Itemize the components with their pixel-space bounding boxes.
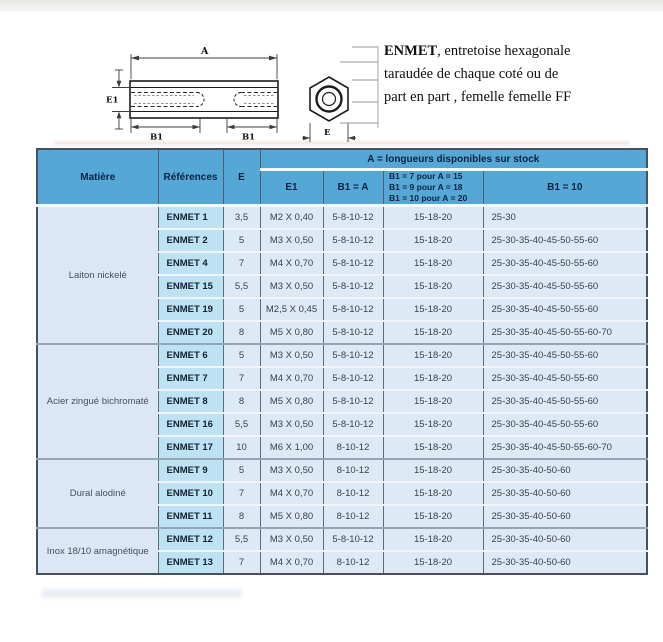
reference-cell: ENMET 2 [158, 229, 223, 252]
b1-eq-a-cell: 8-10-12 [323, 436, 383, 459]
reference-cell: ENMET 12 [158, 528, 223, 551]
b1-eq-a-cell: 5-8-10-12 [323, 390, 383, 413]
b1-eq-10-cell: 25-30-35-40-45-50-55-60 [483, 367, 647, 390]
b1-eq-a-cell: 8-10-12 [323, 551, 383, 574]
b1-eq-10-cell: 25-30-35-40-45-50-55-60 [483, 413, 647, 436]
b1-eq-10-cell: 25-30-35-40-50-60 [483, 482, 647, 505]
b1-rule-cell: 15-18-20 [383, 206, 483, 230]
e1-cell: M3 X 0,50 [260, 344, 323, 367]
e1-cell: M3 X 0,50 [260, 528, 323, 551]
b1-rule: B1 = 9 pour A = 18 [389, 182, 463, 193]
reference-cell: ENMET 11 [158, 505, 223, 528]
b1-rule-cell: 15-18-20 [383, 252, 483, 275]
material-cell: Inox 18/10 amagnétique [37, 528, 158, 574]
e1-cell: M3 X 0,50 [260, 229, 323, 252]
e1-cell: M3 X 0,50 [260, 459, 323, 482]
e1-cell: M2 X 0,40 [260, 206, 323, 230]
b1-rule: B1 = 7 pour A = 15 [389, 171, 463, 181]
dim-label-e1: E1 [106, 95, 119, 106]
material-cell: Laiton nickelé [37, 206, 158, 345]
b1-rule-cell: 15-18-20 [383, 344, 483, 367]
e1-cell: M3 X 0,50 [260, 413, 323, 436]
b1-eq-10-cell: 25-30 [483, 206, 647, 230]
e1-cell: M2,5 X 0,45 [260, 298, 323, 321]
reference-cell: ENMET 7 [158, 367, 223, 390]
e-cell: 7 [223, 482, 260, 505]
b1-eq-a-cell: 8-10-12 [323, 482, 383, 505]
b1-rule-cell: 15-18-20 [383, 367, 483, 390]
col-header-b1-eq-a: B1 = A [323, 170, 383, 206]
b1-eq-a-cell: 8-10-12 [323, 505, 383, 528]
end-view [310, 77, 348, 121]
reference-cell: ENMET 15 [158, 275, 223, 298]
b1-eq-a-cell: 8-10-12 [323, 459, 383, 482]
reference-cell: ENMET 20 [158, 321, 223, 344]
e1-cell: M4 X 0,70 [260, 551, 323, 574]
b1-rule-cell: 15-18-20 [383, 528, 483, 551]
b1-rule-cell: 15-18-20 [383, 298, 483, 321]
b1-eq-a-cell: 5-8-10-12 [323, 275, 383, 298]
b1-rule-cell: 15-18-20 [383, 390, 483, 413]
b1-rule-cell: 15-18-20 [383, 321, 483, 344]
e-cell: 5 [223, 344, 260, 367]
e-cell: 7 [223, 551, 260, 574]
b1-eq-a-cell: 5-8-10-12 [323, 229, 383, 252]
e-cell: 3,5 [223, 206, 260, 230]
e1-cell: M4 X 0,70 [260, 367, 323, 390]
reference-cell: ENMET 9 [158, 459, 223, 482]
b1-eq-10-cell: 25-30-35-40-45-50-55-60 [483, 344, 647, 367]
b1-rule-cell: 15-18-20 [383, 275, 483, 298]
e-cell: 8 [223, 321, 260, 344]
e-cell: 5 [223, 459, 260, 482]
reference-cell: ENMET 16 [158, 413, 223, 436]
b1-rule-cell: 15-18-20 [383, 482, 483, 505]
table-row [37, 459, 647, 482]
e-cell: 7 [223, 367, 260, 390]
b1-rule-cell: 15-18-20 [383, 551, 483, 574]
b1-eq-10-cell: 25-30-35-40-45-50-55-60 [483, 252, 647, 275]
e-cell: 8 [223, 505, 260, 528]
reference-cell: ENMET 17 [158, 436, 223, 459]
e-cell: 5 [223, 298, 260, 321]
b1-eq-a-cell: 5-8-10-12 [323, 298, 383, 321]
reference-cell: ENMET 19 [158, 298, 223, 321]
description-line: taraudée de chaque coté ou de [384, 66, 559, 82]
e-cell: 5,5 [223, 275, 260, 298]
reference-cell: ENMET 8 [158, 390, 223, 413]
b1-eq-a-cell: 5-8-10-12 [323, 413, 383, 436]
dimension-a [131, 54, 277, 79]
material-cell: Acier zingué bichromaté [37, 344, 158, 459]
b1-rule-cell: 15-18-20 [383, 505, 483, 528]
side-view [130, 81, 278, 118]
reference-cell: ENMET 6 [158, 344, 223, 367]
b1-rule-cell: 15-18-20 [383, 229, 483, 252]
b1-eq-a-cell: 5-8-10-12 [323, 321, 383, 344]
b1-eq-10-cell: 25-30-35-40-45-50-55-60 [483, 390, 647, 413]
b1-eq-10-cell: 25-30-35-40-45-50-55-60-70 [483, 321, 647, 344]
description-line: ENMET, entretoise hexagonale [384, 43, 571, 59]
b1-eq-10-cell: 25-30-35-40-50-60 [483, 551, 647, 574]
b1-eq-10-cell: 25-30-35-40-45-50-55-60 [483, 298, 647, 321]
description-line: part en part , femelle femelle FF [384, 89, 572, 105]
b1-eq-10-cell: 25-30-35-40-50-60 [483, 528, 647, 551]
e1-cell: M5 X 0,80 [260, 390, 323, 413]
e1-cell: M6 X 1,00 [260, 436, 323, 459]
col-header-e: E [223, 149, 260, 206]
e1-cell: M5 X 0,80 [260, 505, 323, 528]
reference-cell: ENMET 4 [158, 252, 223, 275]
b1-eq-10-cell: 25-30-35-40-50-60 [483, 459, 647, 482]
e1-cell: M5 X 0,80 [260, 321, 323, 344]
b1-eq-10-cell: 25-30-35-40-45-50-55-60-70 [483, 436, 647, 459]
b1-eq-a-cell: 5-8-10-12 [323, 252, 383, 275]
table-row [37, 528, 647, 551]
reference-cell: ENMET 10 [158, 482, 223, 505]
e-cell: 5,5 [223, 528, 260, 551]
col-header-b1-rules [383, 170, 483, 206]
e-cell: 5 [223, 229, 260, 252]
e1-cell: M4 X 0,70 [260, 482, 323, 505]
e-cell: 10 [223, 436, 260, 459]
b1-eq-a-cell: 5-8-10-12 [323, 367, 383, 390]
e1-cell: M3 X 0,50 [260, 275, 323, 298]
e1-cell: M4 X 0,70 [260, 252, 323, 275]
b1-rule: B1 = 10 pour A = 20 [389, 193, 468, 204]
scan-artifact [42, 589, 242, 598]
col-header-references: Références [158, 149, 223, 206]
dim-label-b1-left: B1 [150, 132, 164, 143]
spacer-table [36, 148, 648, 575]
b1-eq-a-cell: 5-8-10-12 [323, 206, 383, 230]
dimension-b1 [131, 119, 277, 133]
reference-cell: ENMET 1 [158, 206, 223, 230]
table-body [37, 206, 647, 575]
col-header-matiere: Matière [37, 149, 158, 206]
spacer-table-wrapper [36, 148, 648, 575]
dim-label-e: E [324, 128, 331, 138]
stock-banner: A = longueurs disponibles sur stock [260, 149, 647, 170]
b1-rule-cell: 15-18-20 [383, 413, 483, 436]
table-row [37, 206, 647, 230]
b1-rule-cell: 15-18-20 [383, 459, 483, 482]
product-description [384, 40, 604, 109]
col-header-b1-eq-10: B1 = 10 [483, 170, 647, 206]
e-cell: 8 [223, 390, 260, 413]
dim-label-a: A [201, 46, 209, 57]
e-cell: 7 [223, 252, 260, 275]
b1-rule-cell: 15-18-20 [383, 436, 483, 459]
col-header-e1: E1 [260, 170, 323, 206]
table-row [37, 344, 647, 367]
brand-name: ENMET [384, 43, 438, 59]
material-cell: Dural alodiné [37, 459, 158, 528]
b1-eq-a-cell: 5-8-10-12 [323, 344, 383, 367]
b1-eq-a-cell: 5-8-10-12 [323, 528, 383, 551]
reference-cell: ENMET 13 [158, 551, 223, 574]
dim-label-b1-right: B1 [242, 132, 256, 143]
e-cell: 5,5 [223, 413, 260, 436]
b1-eq-10-cell: 25-30-35-40-45-50-55-60 [483, 229, 647, 252]
b1-eq-10-cell: 25-30-35-40-50-60 [483, 505, 647, 528]
b1-eq-10-cell: 25-30-35-40-45-50-55-60 [483, 275, 647, 298]
